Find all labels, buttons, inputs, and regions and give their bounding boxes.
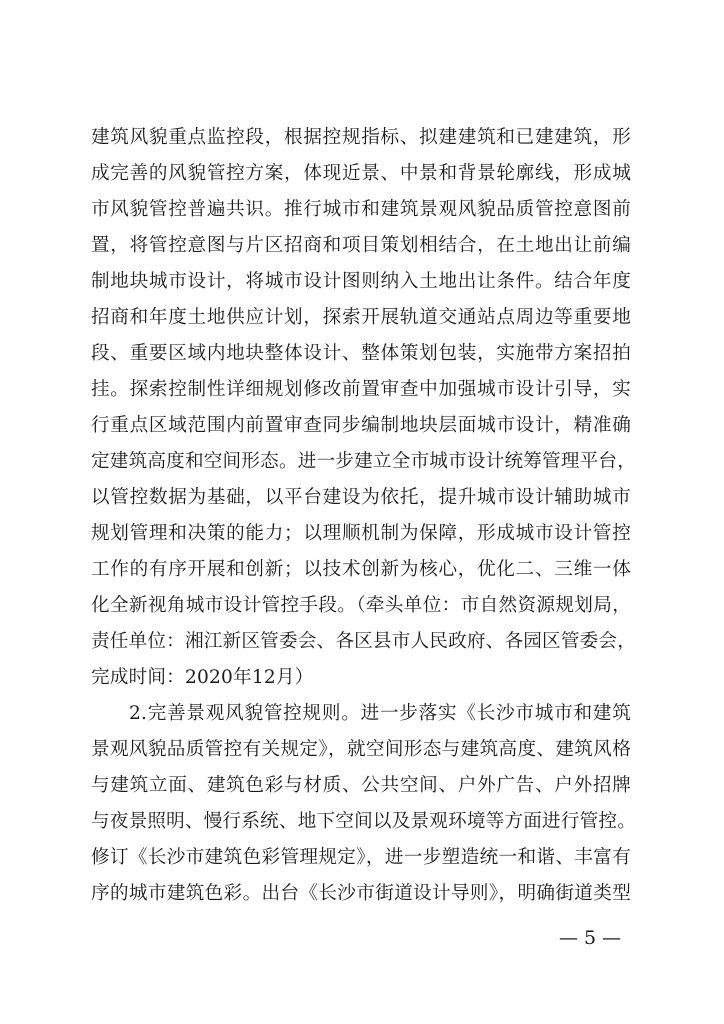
text-line: 成完善的风貌管控方案，体现近景、中景和背景轮廓线，形成城 — [91, 163, 631, 184]
text-line: 段、重要区域内地块整体设计、整体策划包装，实施带方案招拍 — [91, 343, 631, 364]
text-line: 制地块城市设计，将城市设计图则纳入土地出让条件。结合年度 — [91, 271, 631, 292]
text-line: 行重点区域范围内前置审查同步编制地块层面城市设计，精准确 — [91, 415, 631, 436]
text-line: 修订《长沙市建筑色彩管理规定》，进一步塑造统一和谐、丰富有 — [91, 847, 631, 868]
text-line: 责任单位：湘江新区管委会、各区县市人民政府、各园区管委会， — [91, 631, 637, 652]
text-line: 招商和年度土地供应计划，探索开展轨道交通站点周边等重要地 — [91, 307, 631, 328]
text-line: 序的城市建筑色彩。出台《长沙市街道设计导则》，明确街道类型 — [91, 883, 631, 904]
paragraph-first-line: 2.完善景观风貌管控规则。进一步落实《长沙市城市和建筑 — [129, 703, 631, 724]
text-line: 化全新视角城市设计管控手段。（牵头单位：市自然资源规划局， — [91, 595, 631, 616]
text-line: 挂。探索控制性详细规划修改前置审查中加强城市设计引导，实 — [91, 379, 631, 400]
text-line: 建筑风貌重点监控段，根据控规指标、拟建建筑和已建建筑，形 — [91, 127, 631, 148]
page-number: — 5 — — [559, 927, 622, 949]
text-line: 定建筑高度和空间形态。进一步建立全市城市设计统筹管理平台， — [91, 451, 637, 472]
text-line: 完成时间：2020年12月） — [91, 667, 314, 688]
text-line: 与夜景照明、慢行系统、地下空间以及景观环境等方面进行管控。 — [91, 811, 637, 832]
text-line: 置，将管控意图与片区招商和项目策划相结合，在土地出让前编 — [91, 235, 631, 256]
text-line: 规划管理和决策的能力；以理顺机制为保障，形成城市设计管控 — [91, 523, 631, 544]
text-line: 市风貌管控普遍共识。推行城市和建筑景观风貌品质管控意图前 — [91, 199, 631, 220]
text-line: 景观风貌品质管控有关规定》，就空间形态与建筑高度、建筑风格 — [91, 739, 631, 760]
text-line: 工作的有序开展和创新；以技术创新为核心，优化二、三维一体 — [91, 559, 631, 580]
text-line: 以管控数据为基础，以平台建设为依托，提升城市设计辅助城市 — [91, 487, 631, 508]
text-line: 与建筑立面、建筑色彩与材质、公共空间、户外广告、户外招牌 — [91, 775, 631, 796]
